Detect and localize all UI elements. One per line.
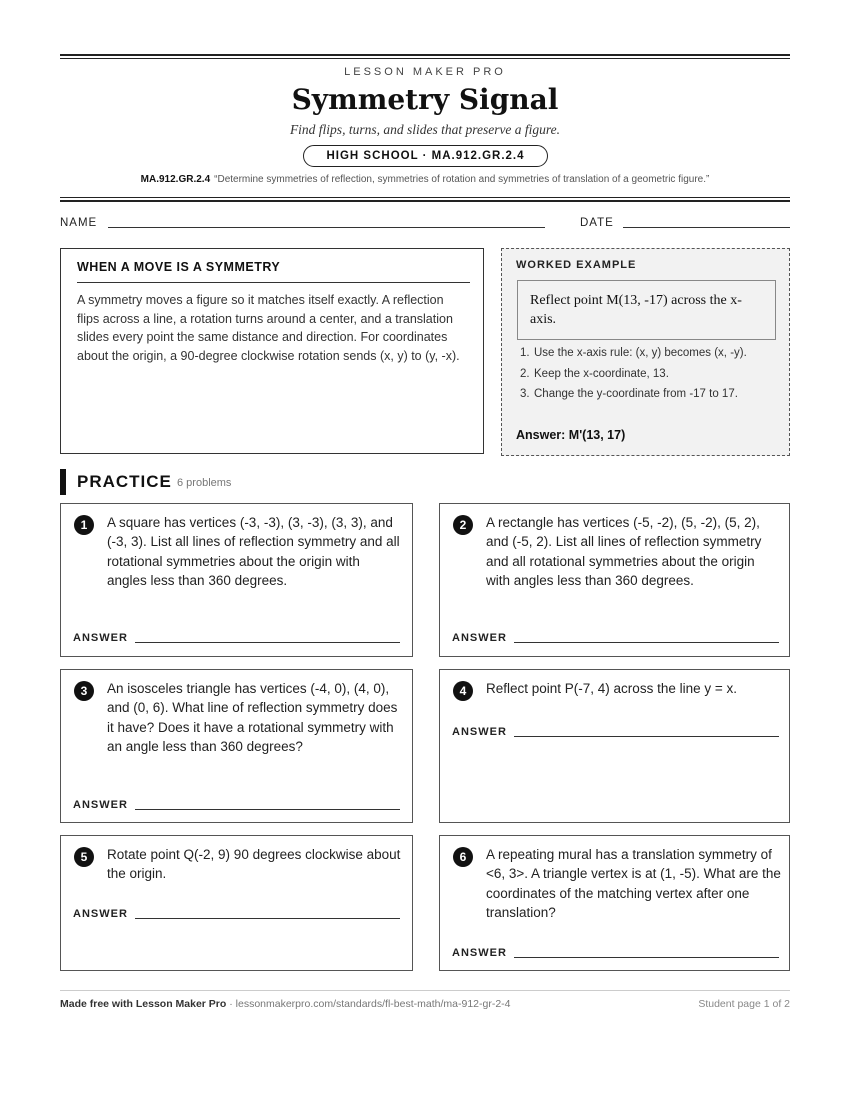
footer-credit — [60, 998, 511, 1010]
answer-field[interactable] — [514, 957, 779, 958]
worked-example-answer: Answer: M'(13, 17) — [516, 428, 626, 442]
step-text: Keep the x-coordinate, 13. — [534, 367, 669, 380]
worked-example-box — [501, 248, 790, 456]
step-number: 1. — [520, 347, 530, 359]
brand-label: LESSON MAKER PRO — [344, 66, 506, 78]
problem-card-6 — [439, 835, 790, 971]
page-subtitle: Find flips, turns, and slides that preserve a figure. — [289, 122, 561, 137]
problem-card-2 — [439, 503, 790, 657]
problem-number-badge: 1 — [74, 515, 94, 535]
step-number: 3. — [520, 388, 530, 400]
answer-label: ANSWER — [73, 908, 128, 920]
worked-example-step — [516, 367, 778, 383]
concept-heading: WHEN A MOVE IS A SYMMETRY — [77, 260, 470, 283]
date-field[interactable] — [623, 227, 790, 228]
footer-url[interactable]: · lessonmakerpro.com/standards/fl-best-math/ma-912-gr-2-4 — [226, 998, 511, 1010]
problem-text: An isosceles triangle has vertices (-4, 0), (4, 0), and (0, 6). What line of reflection symmetry does it have? Does it have a rotational symmetry with an angle less than 360 degrees? — [107, 681, 398, 754]
problem-number-badge: 4 — [453, 681, 473, 701]
answer-label: ANSWER — [452, 947, 507, 959]
problem-text: A repeating mural has a translation symmetry of <6, 3>. A triangle vertex is at (1, -5). What are the coordinates of the matching vertex after one translation? — [486, 847, 781, 920]
problem-text: Reflect point P(-7, 4) across the line y = x. — [486, 681, 737, 696]
concept-box — [60, 248, 484, 454]
problem-card-4 — [439, 669, 790, 823]
problem-card-1 — [60, 503, 413, 657]
date-label: DATE — [580, 217, 614, 229]
name-field[interactable] — [108, 227, 545, 228]
worked-example-label: WORKED EXAMPLE — [516, 259, 637, 271]
problem-number-badge: 6 — [453, 847, 473, 867]
worked-example-steps — [516, 346, 778, 408]
problem-number-badge: 2 — [453, 515, 473, 535]
problem-card-3 — [60, 669, 413, 823]
footer-page-number: Student page 1 of 2 — [698, 998, 790, 1010]
practice-count: 6 problems — [177, 477, 232, 489]
answer-label: ANSWER — [73, 632, 128, 644]
step-text: Use the x-axis rule: (x, y) becomes (x, -y). — [534, 347, 747, 359]
problem-card-5 — [60, 835, 413, 971]
worked-example-step — [516, 387, 778, 403]
header-rule-thick — [60, 200, 790, 202]
step-number: 2. — [520, 367, 530, 380]
header-rule-thin — [60, 197, 790, 198]
practice-accent-bar — [60, 469, 66, 495]
concept-body: A symmetry moves a figure so it matches itself exactly. A reflection flips across a line, a rotation turns around a center, and a translation slides every point the same distance and direction. For coordinates about the origin, a 90-degree clockwise rotation sends (x, y) to (y, -x). — [77, 293, 460, 363]
problem-text: Rotate point Q(-2, 9) 90 degrees clockwise about the origin. — [107, 847, 401, 882]
answer-field[interactable] — [135, 809, 400, 810]
standard-text: “Determine symmetries of reflection, symmetries of rotation and symmetries of translation of a geometric figure.” — [214, 174, 710, 185]
footer-made-with: Made free with Lesson Maker Pro — [60, 998, 227, 1010]
answer-label: ANSWER — [452, 726, 507, 738]
page-title: Symmetry Signal — [291, 83, 559, 116]
standard-line — [0, 174, 850, 185]
problem-text: A square has vertices (-3, -3), (3, -3), (3, 3), and (-3, 3). List all lines of reflection symmetry and all rotational symmetries about the origin with angles less than 360 degrees. — [107, 515, 400, 588]
worked-example-prompt: Reflect point M(13, -17) across the x-axis. — [517, 280, 776, 340]
answer-label: ANSWER — [73, 799, 128, 811]
problem-text: A rectangle has vertices (-5, -2), (5, -2), (5, 2), and (-5, 2). List all lines of reflection symmetry and all rotational symmetries about the origin with angles less than 360 degrees. — [486, 515, 762, 588]
answer-field[interactable] — [514, 642, 779, 643]
answer-field[interactable] — [135, 642, 400, 643]
level-badge: HIGH SCHOOL · MA.912.GR.2.4 — [303, 145, 548, 167]
practice-title: PRACTICE — [77, 472, 172, 491]
top-rule-thin — [60, 58, 790, 59]
worked-example-step — [516, 346, 778, 362]
standard-code: MA.912.GR.2.4 — [140, 174, 211, 185]
problem-number-badge: 5 — [74, 847, 94, 867]
top-rule-thick — [60, 54, 790, 56]
answer-field[interactable] — [135, 918, 400, 919]
step-text: Change the y-coordinate from -17 to 17. — [534, 388, 738, 400]
footer-rule — [60, 990, 790, 991]
name-label: NAME — [60, 217, 98, 229]
answer-label: ANSWER — [452, 632, 507, 644]
problem-number-badge: 3 — [74, 681, 94, 701]
answer-field[interactable] — [514, 736, 779, 737]
